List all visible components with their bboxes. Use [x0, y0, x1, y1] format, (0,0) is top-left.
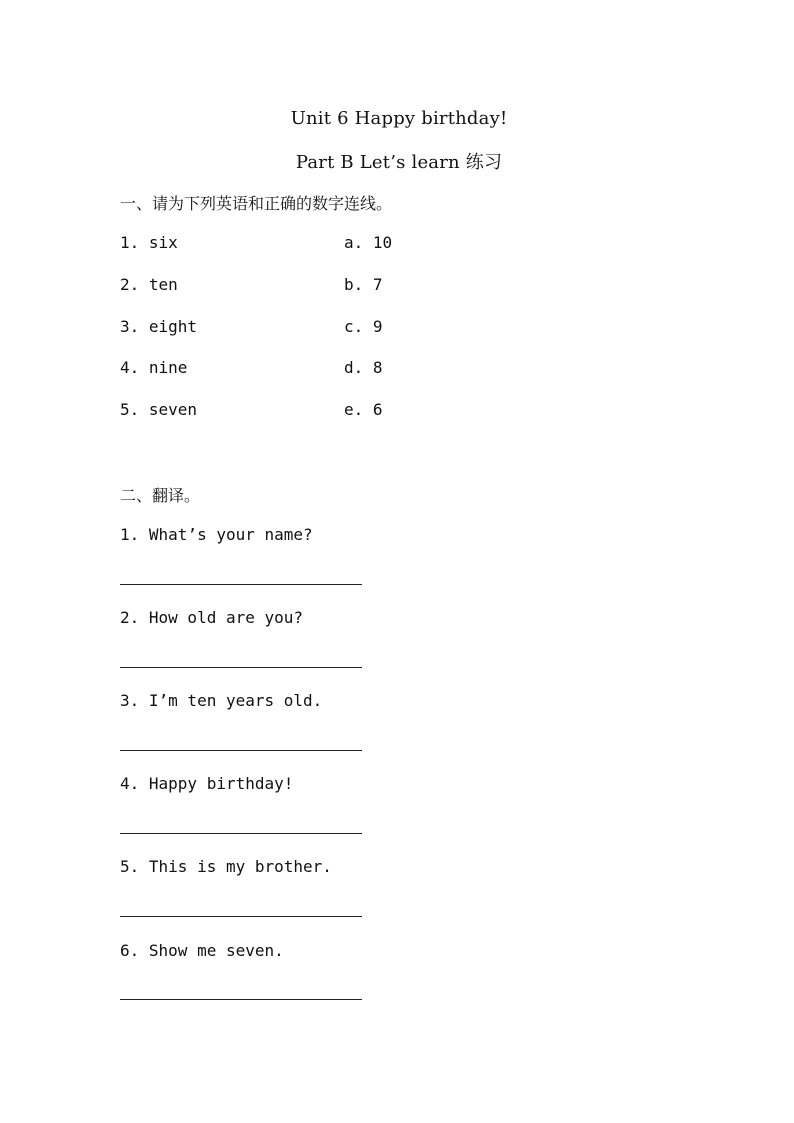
answer-blank[interactable]	[120, 750, 362, 751]
matching-row	[120, 400, 383, 419]
section-1-heading: 一、请为下列英语和正确的数字连线。	[120, 194, 393, 213]
number-option: b. 7	[344, 275, 383, 294]
translation-item: 3. I’m ten years old.	[120, 691, 323, 710]
english-word: 5. seven	[120, 400, 198, 419]
answer-blank[interactable]	[120, 999, 362, 1000]
translation-item: 4. Happy birthday!	[120, 774, 294, 793]
matching-row	[120, 233, 393, 252]
english-word: 1. six	[120, 233, 178, 252]
number-option: d. 8	[344, 358, 383, 377]
page-subtitle: Part B Let’s learn 练习	[295, 152, 503, 173]
answer-blank[interactable]	[120, 584, 362, 585]
translation-item: 6. Show me seven.	[120, 941, 284, 960]
number-option: e. 6	[344, 400, 383, 419]
english-word: 3. eight	[120, 317, 198, 336]
matching-row	[120, 317, 383, 336]
page-title: Unit 6 Happy birthday!	[290, 108, 508, 129]
answer-blank[interactable]	[120, 667, 362, 668]
english-word: 4. nine	[120, 358, 188, 377]
matching-row	[120, 358, 383, 377]
section-2-heading: 二、翻译。	[120, 486, 201, 505]
translation-item: 5. This is my brother.	[120, 857, 332, 876]
translation-item: 2. How old are you?	[120, 608, 304, 627]
translation-item: 1. What’s your name?	[120, 525, 313, 544]
answer-blank[interactable]	[120, 833, 362, 834]
number-option: a. 10	[344, 233, 393, 252]
number-option: c. 9	[344, 317, 383, 336]
answer-blank[interactable]	[120, 916, 362, 917]
matching-row	[120, 275, 383, 294]
english-word: 2. ten	[120, 275, 178, 294]
